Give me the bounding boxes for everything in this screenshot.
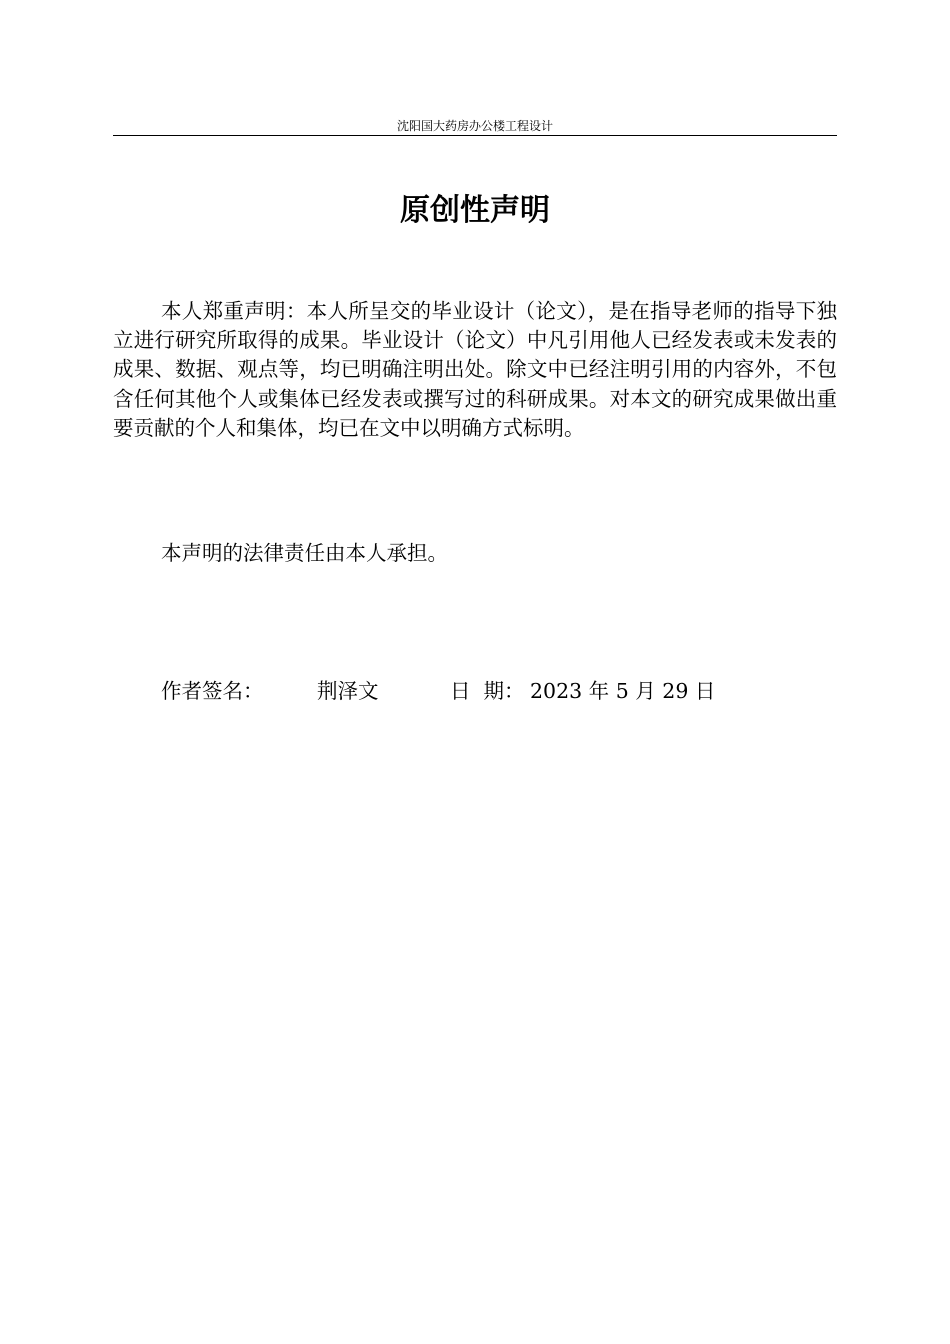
date-value: 2023 年 5 月 29 日 bbox=[530, 679, 716, 703]
liability-paragraph: 本声明的法律责任由本人承担。 bbox=[161, 541, 448, 565]
running-header-title: 沈阳国大药房办公楼工程设计 bbox=[396, 119, 553, 133]
declaration-paragraph: 本人郑重声明：本人所呈交的毕业设计（论文），是在指导老师的指导下独立进行研究所取得的成果。毕业设计（论文）中凡引用他人已经发表或未发表的成果、数据、观点等，均已明确注明出处。除文中已经注明引用的内容外，不包含任何其他个人或集体已经发表或撰写过的科研成果。对本文的研究成果做出重要贡献的个人和集体，均已在文中以明确方式标明。 bbox=[113, 299, 837, 440]
author-signature-name: 荆泽文 bbox=[317, 679, 379, 703]
author-signature-label: 作者签名： bbox=[161, 679, 264, 703]
page-title: 原创性声明 bbox=[400, 193, 550, 228]
date-label: 日 期： bbox=[450, 679, 525, 703]
running-header bbox=[113, 117, 837, 136]
